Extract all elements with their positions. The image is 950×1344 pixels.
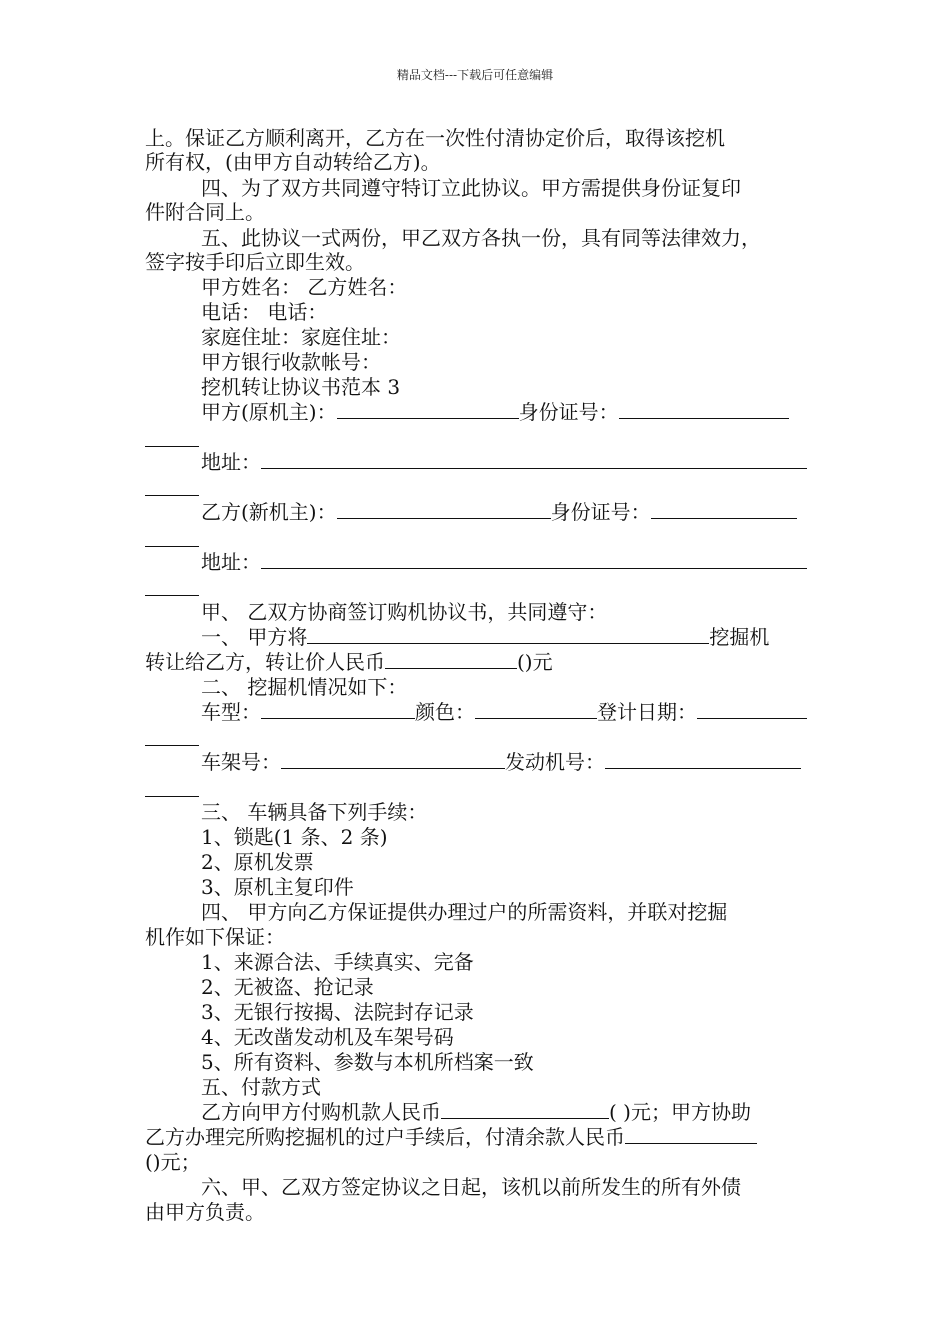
payment-line <box>145 1100 807 1124</box>
paragraph-line: 上。保证乙方顺利离开，乙方在一次性付清协定价后，取得该挖机 <box>145 126 725 150</box>
price-line <box>145 650 807 674</box>
blank-field <box>337 400 519 419</box>
paragraph-line: 五、付款方式 <box>201 1075 321 1099</box>
clause-text: 转让给乙方，转让价人民币 <box>145 650 385 674</box>
paragraph-line: 四、 甲方向乙方保证提供办理过户的所需资料，并联对挖掘 <box>201 900 728 924</box>
model-label: 车型： <box>201 700 261 724</box>
vehicle-line <box>145 750 807 774</box>
clause-text: 乙方办理完所购挖掘机的过户手续后，付清余款人民币 <box>145 1125 625 1149</box>
paragraph-line: 由甲方负责。 <box>145 1200 265 1224</box>
paragraph-line: 机作如下保证： <box>145 925 285 949</box>
list-item: 5、所有资料、参数与本机所档案一致 <box>201 1050 534 1074</box>
section-title: 挖机转让协议书范本 3 <box>201 375 401 399</box>
blank-field <box>619 400 789 419</box>
blank-field <box>145 494 199 496</box>
blank-field <box>475 700 597 719</box>
list-item: 3、原机主复印件 <box>201 875 354 899</box>
paragraph-line: 甲方银行收款帐号： <box>201 350 381 374</box>
paragraph-line: 三、 车辆具备下列手续： <box>201 800 428 824</box>
paragraph-line: 二、 挖掘机情况如下： <box>201 675 408 699</box>
engine-label: 发动机号： <box>505 750 605 774</box>
id-label: 身份证号： <box>550 500 651 524</box>
paragraph-line: 甲、 乙双方协商签订购机协议书，共同遵守： <box>201 600 608 624</box>
blank-field <box>145 445 199 447</box>
transfer-line <box>145 625 807 649</box>
blank-field <box>697 700 807 719</box>
blank-field <box>145 744 199 746</box>
address-label: 地址： <box>201 450 261 474</box>
list-item: 3、无银行按揭、法院封存记录 <box>201 1000 474 1024</box>
paragraph-line: 四、为了双方共同遵守特订立此协议。甲方需提供身份证复印 <box>201 176 741 200</box>
list-item: 2、原机发票 <box>201 850 314 874</box>
blank-field <box>385 650 517 669</box>
party-b-line <box>145 500 807 524</box>
blank-field <box>307 625 709 644</box>
clause-text: 一、 甲方将 <box>201 625 308 649</box>
clause-text: 挖掘机 <box>709 625 770 649</box>
clause-text: ( )元；甲方协助 <box>609 1100 751 1124</box>
paragraph-line: 件附合同上。 <box>145 200 265 224</box>
blank-field <box>261 450 807 469</box>
blank-field <box>145 594 199 596</box>
clause-text: 乙方向甲方付购机款人民币 <box>201 1100 441 1124</box>
address-line <box>145 450 807 474</box>
blank-field <box>261 700 415 719</box>
address-label: 地址： <box>201 550 261 574</box>
list-item: 2、无被盗、抢记录 <box>201 975 374 999</box>
blank-field <box>337 500 551 519</box>
date-label: 登计日期： <box>597 700 697 724</box>
party-b-label: 乙方(新机主)： <box>201 500 337 524</box>
blank-field <box>261 550 807 569</box>
paragraph-line: 所有权，(由甲方自动转给乙方)。 <box>145 150 441 174</box>
blank-field <box>625 1125 757 1144</box>
blank-field <box>145 795 199 797</box>
party-a-label: 甲方(原机主)： <box>201 400 337 424</box>
paragraph-line: 五、此协议一式两份，甲乙双方各执一份，具有同等法律效力， <box>201 226 761 250</box>
id-label: 身份证号： <box>518 400 619 424</box>
vehicle-line <box>145 700 807 724</box>
paragraph-line: 签字按手印后立即生效。 <box>145 250 365 274</box>
blank-field <box>281 750 505 769</box>
blank-field <box>145 545 199 547</box>
paragraph-line: 电话： 电话： <box>201 300 328 324</box>
color-label: 颜色： <box>415 700 475 724</box>
clause-text: ()元 <box>517 650 553 674</box>
list-item: 1、锁匙(1 条、2 条) <box>201 825 388 849</box>
paragraph-line: ()元； <box>145 1150 201 1174</box>
blank-field <box>441 1100 609 1119</box>
paragraph-line: 甲方姓名： 乙方姓名： <box>201 275 408 299</box>
address-line <box>145 550 807 574</box>
paragraph-line: 家庭住址：家庭住址： <box>201 325 401 349</box>
page-header: 精品文档---下载后可任意编辑 <box>396 68 554 82</box>
payment-line <box>145 1125 807 1149</box>
paragraph-line: 六、甲、乙双方签定协议之日起，该机以前所发生的所有外债 <box>201 1175 741 1199</box>
blank-field <box>651 500 797 519</box>
party-a-line <box>145 400 807 424</box>
list-item: 1、来源合法、手续真实、完备 <box>201 950 474 974</box>
blank-field <box>605 750 801 769</box>
frame-label: 车架号： <box>201 750 281 774</box>
list-item: 4、无改凿发动机及车架号码 <box>201 1025 454 1049</box>
